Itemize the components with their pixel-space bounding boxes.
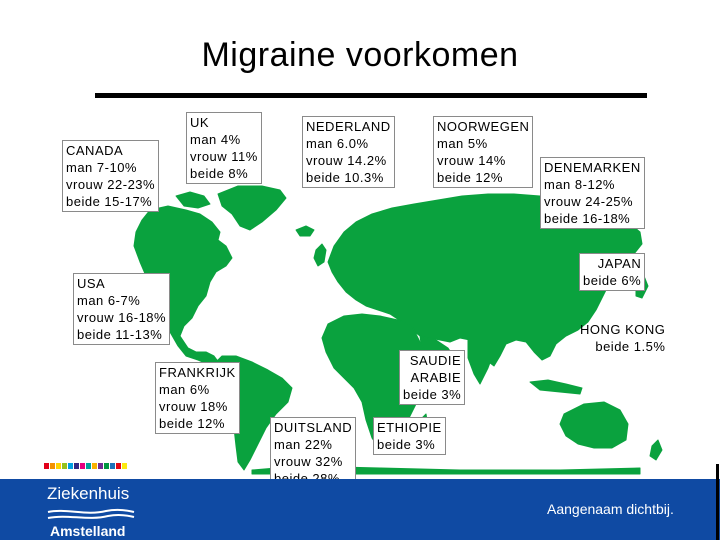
new-zealand-shape (650, 440, 662, 460)
logo-sub: Amstelland (50, 523, 126, 539)
label-nederland: NEDERLAND man 6.0% vrouw 14.2% beide 10.3% (302, 116, 395, 188)
arctic-islands-shape (176, 192, 210, 208)
label-frankrijk: FRANKRIJK man 6% vrouw 18% beide 12% (155, 362, 240, 434)
uk-shape (314, 244, 326, 266)
label-denemarken: DENEMARKEN man 8-12% vrouw 24-25% beide 16-18% (540, 157, 645, 229)
logo-color-block (86, 463, 91, 469)
logo-name: Ziekenhuis (47, 484, 130, 503)
logo-color-block (56, 463, 61, 469)
logo-wave-icon (46, 506, 136, 522)
label-ethiopie: ETHIOPIE beide 3% (373, 417, 446, 455)
iceland-shape (296, 226, 314, 236)
logo-color-block (92, 463, 97, 469)
logo-color-block (80, 463, 85, 469)
logo-color-block (116, 463, 121, 469)
label-saudie-arabie: SAUDIE ARABIE beide 3% (399, 350, 465, 405)
label-usa: USA man 6-7% vrouw 16-18% beide 11-13% (73, 273, 170, 345)
logo-color-block (98, 463, 103, 469)
logo-color-block (122, 463, 127, 469)
label-duitsland: DUITSLAND man 22% vrouw 32% (270, 417, 356, 489)
label-hongkong: HONG KONG beide 1.5% (580, 322, 666, 354)
india-shape (468, 340, 494, 384)
footer-edge-line (716, 464, 719, 540)
label-canada: CANADA man 7-10% vrouw 22-23% beide 15-17% (62, 140, 159, 212)
logo-color-block (44, 463, 49, 469)
slide-title: Migraine voorkomen (201, 36, 519, 74)
logo-color-block (104, 463, 109, 469)
indonesia-shape (530, 380, 582, 394)
label-noorwegen: NOORWEGEN man 5% vrouw 14% beide 12% (433, 116, 533, 188)
logo-color-block (68, 463, 73, 469)
label-uk: UK man 4% vrouw 11% beide 8% (186, 112, 262, 184)
slogan: Aangenaam dichtbij. (547, 501, 674, 517)
logo-color-block (50, 463, 55, 469)
logo-color-block (110, 463, 115, 469)
australia-shape (560, 402, 628, 448)
logo-color-block (74, 463, 79, 469)
logo-color-block (62, 463, 67, 469)
greenland-shape (218, 186, 286, 230)
label-japan: JAPAN beide 6% (579, 253, 645, 291)
